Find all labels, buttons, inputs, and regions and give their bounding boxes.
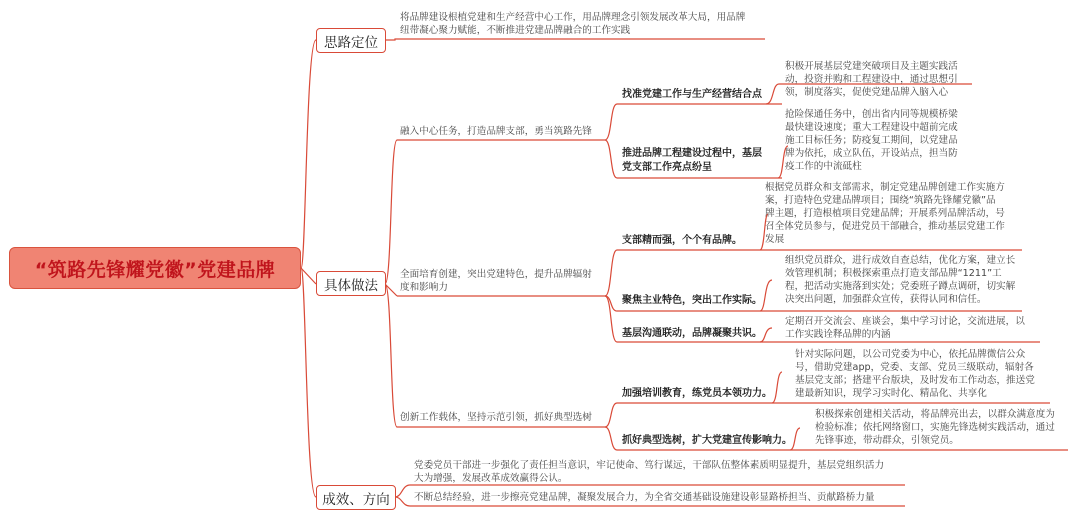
- text-line: 聚焦主业特色，突出工作实际。: [622, 295, 762, 306]
- text-line: 基层沟通联动，品牌凝聚共识。: [622, 328, 762, 339]
- item-title: [622, 327, 762, 341]
- text-line: 大为增强，发展改革成效赢得公认。: [414, 473, 568, 484]
- text-line: 工作实践诠释品牌的内涵: [785, 329, 891, 340]
- text-line: 动，投资并购和工程建设中，通过思想引: [785, 74, 958, 85]
- branch-practices[interactable]: [316, 271, 386, 296]
- text-line: 程，把活动实施落到实处；党委班子蹲点调研，切实解: [785, 281, 1016, 292]
- text-line: 检验标准；依托网络窗口，实施先锋选树实践活动，通过: [815, 422, 1055, 433]
- item-title: [622, 234, 742, 248]
- item-title: [622, 294, 762, 308]
- text-line: 组织党员群众，进行成效自查总结，优化方案，建立长: [785, 255, 1016, 266]
- text-line: 积极开展基层党建突破项目及主题实践活: [785, 61, 958, 72]
- text-line: 最快建设速度；重大工程建设中超前完成: [785, 122, 958, 133]
- text-line: 牌为依托，成立队伍，开设站点，担当防: [785, 148, 958, 159]
- item-desc: [815, 408, 1055, 447]
- text-line: 建最新知识，现学习实时化、精品化、共享化: [795, 388, 987, 399]
- text-line: 全面培育创建，突出党建特色，提升品牌辐射: [400, 269, 592, 280]
- text-line: 积极探索创建相关活动，将品牌亮出去，以群众满意度为: [815, 409, 1055, 420]
- text-line: 加强培训教育，练党员本领功力。: [622, 388, 772, 399]
- text-line: 推进品牌工程建设过程中，基层: [622, 148, 762, 159]
- group-title: [400, 125, 592, 138]
- text-line: 党支部工作亮点纷呈: [622, 162, 712, 173]
- root-title: “筑路先锋耀党徽”党建品牌: [34, 258, 276, 281]
- item-title: [622, 434, 792, 448]
- item-desc: [795, 348, 1035, 400]
- text-line: 度和影响力: [400, 282, 448, 293]
- branch-results-direction[interactable]: [316, 485, 396, 510]
- text-line: 党委党员干部进一步强化了责任担当意识，牢记使命、笃行谋远，干部队伍整体素质明显提升，基层党组织活力: [414, 460, 885, 471]
- branch-label: 具体做法: [324, 277, 378, 294]
- direction-desc: [414, 491, 875, 504]
- text-line: 抢险保通任务中，创出省内同等规模桥梁: [785, 109, 958, 120]
- text-line: 先锋事迹，带动群众，引领党员。: [815, 435, 959, 446]
- text-line: 召全体党员参与，促进党员干部融合，推动基层党建工作: [765, 221, 1005, 232]
- branch-label: 成效、方向: [322, 491, 390, 508]
- root-node[interactable]: [9, 247, 301, 289]
- item-desc: [785, 315, 1025, 341]
- branch-label: 思路定位: [324, 34, 378, 51]
- text-line: 施工目标任务；防疫复工期间，以党建品: [785, 135, 958, 146]
- item-title: [622, 88, 762, 102]
- text-line: 发展: [765, 234, 785, 245]
- text-line: 创新工作载体，坚持示范引领，抓好典型选树: [400, 412, 592, 423]
- item-title: [622, 147, 762, 175]
- item-desc: [785, 60, 958, 99]
- item-title: [622, 387, 772, 401]
- text-line: 将品牌建设根植党建和生产经营中心工作，用品牌理念引领发展改革大局，用品牌: [400, 12, 746, 23]
- text-line: 融入中心任务，打造品牌支部，勇当筑路先锋: [400, 126, 592, 137]
- text-line: 抓好典型选树，扩大党建宣传影响力。: [622, 435, 792, 446]
- item-desc: [765, 181, 1005, 246]
- text-line: 针对实际问题，以公司党委为中心，依托品牌微信公众: [795, 349, 1026, 360]
- results-desc: [414, 459, 884, 485]
- text-line: 定期召开交流会、座谈会，集中学习讨论，交流进展，以: [785, 316, 1025, 327]
- text-line: 基层党支部；搭建平台版块，及时发布工作动态，推送党: [795, 375, 1035, 386]
- text-line: 领，制度落实，促使党建品牌入脑入心: [785, 87, 949, 98]
- text-line: 疫工作的中流砥柱: [785, 161, 862, 172]
- text-line: 纽带凝心聚力赋能，不断推进党建品牌融合的工作实践: [400, 25, 631, 36]
- group-title: [400, 268, 592, 294]
- text-line: 效管理机制；积极探索重点打造支部品牌“1211”工: [785, 268, 1002, 279]
- text-line: 不断总结经验，进一步擦亮党建品牌，凝聚发展合力，为全省交通基础设施建设彰显路桥担当、贡献路桥力量: [414, 492, 875, 503]
- branch-strategy[interactable]: [316, 28, 386, 53]
- strategy-desc: [400, 11, 745, 37]
- text-line: 支部精而强，个个有品牌。: [622, 235, 742, 246]
- item-desc: [785, 254, 1015, 306]
- text-line: 号，借助党建app，党委、支部、党员三级联动，辐射各: [795, 362, 1034, 373]
- group-title: [400, 411, 592, 424]
- text-line: 牌主题，打造根植项目党建品牌；开展系列品牌活动，号: [765, 208, 1005, 219]
- text-line: 找准党建工作与生产经营结合点: [622, 89, 762, 100]
- item-desc: [785, 108, 958, 173]
- text-line: 根据党员群众和支部需求，制定党建品牌创建工作实施方: [765, 182, 1005, 193]
- text-line: 决突出问题，加强群众宣传，获得认同和信任。: [785, 294, 987, 305]
- text-line: 案，打造特色党建品牌项目；围绕“筑路先锋耀党徽”品: [765, 195, 996, 206]
